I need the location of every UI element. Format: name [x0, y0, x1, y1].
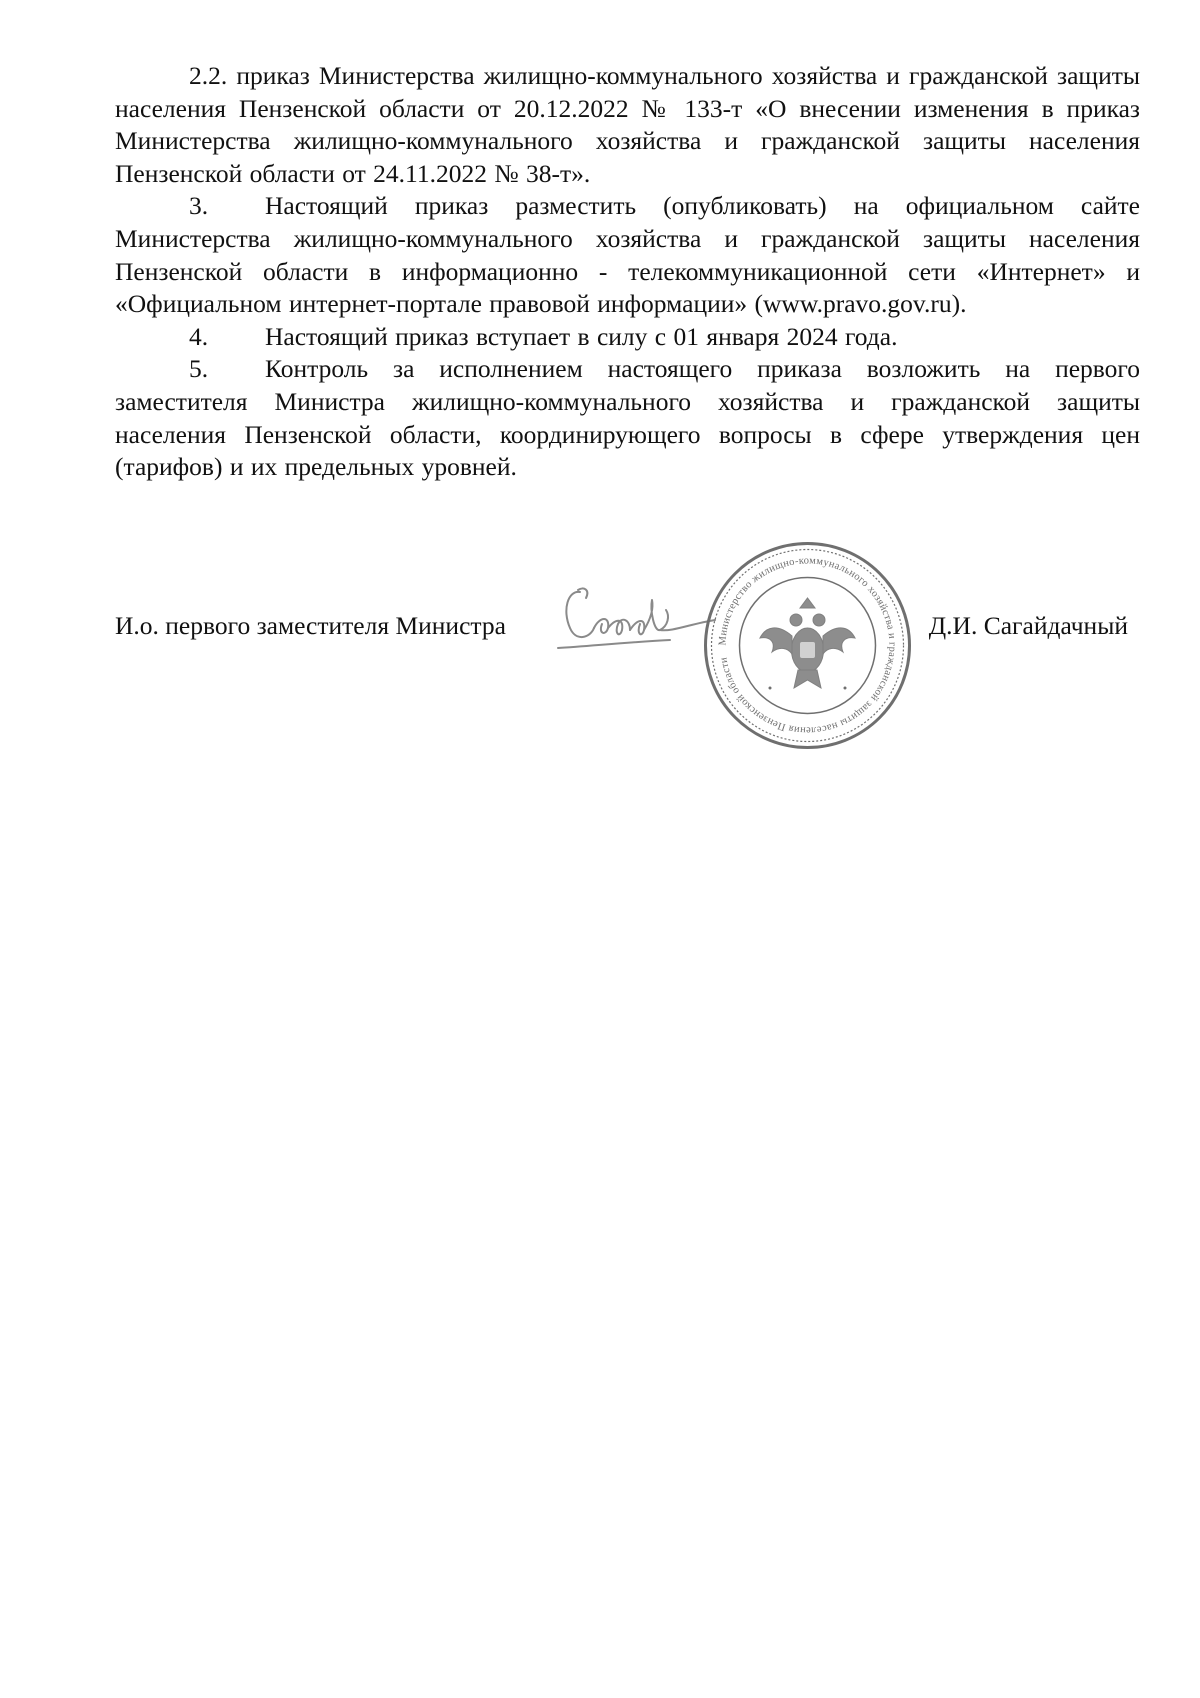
signer-position: И.о. первого заместителя Министра — [115, 611, 506, 640]
signer-name: Д.И. Сагайдачный — [928, 611, 1128, 640]
paragraph-3-text: Настоящий приказ разместить (опубликовать) на официальном сайте Министерства жилищно-коммунального хозяйства и гражданской защиты населения Пензенской области в информационно - телекоммуникационной сети «Интернет» и «Официальном интернет-портале правовой информации» (www.pravo.gov.ru). — [115, 191, 1140, 319]
paragraph-4 — [115, 321, 1140, 354]
paragraph-4-number: 4. — [189, 321, 209, 351]
paragraph-5-number: 5. — [189, 354, 209, 384]
paragraph-5 — [115, 353, 1140, 483]
paragraph-3 — [115, 190, 1140, 320]
paragraph-5-text: Контроль за исполнением настоящего приказа возложить на первого заместителя Министра жилищно-коммунального хозяйства и гражданской защиты населения Пензенской области, координирующего вопросы в сфере утверждения цен (тарифов) и их предельных уровней. — [115, 354, 1140, 482]
paragraph-4-text: Настоящий приказ вступает в силу с 01 января 2024 года. — [265, 321, 898, 351]
paragraph-2-2-text: 2.2. приказ Министерства жилищно-коммунального хозяйства и гражданской защиты населения Пензенской области от 20.12.2022 № 133-т «О внесении изменения в приказ Министерства жилищно-коммунального хозяйства и гражданской защиты населения Пензенской области от 24.11.2022 № 38-т». — [115, 61, 1140, 188]
official-seal-icon — [700, 538, 915, 753]
paragraph-3-number: 3. — [189, 191, 209, 221]
handwritten-signature-icon — [550, 580, 720, 655]
seal-ring-text: Министерство жилищно-коммунального хозяйства и гражданской защиты населения Пензенской области — [717, 555, 898, 736]
document-body — [115, 60, 1140, 484]
paragraph-2-2 — [115, 60, 1140, 190]
